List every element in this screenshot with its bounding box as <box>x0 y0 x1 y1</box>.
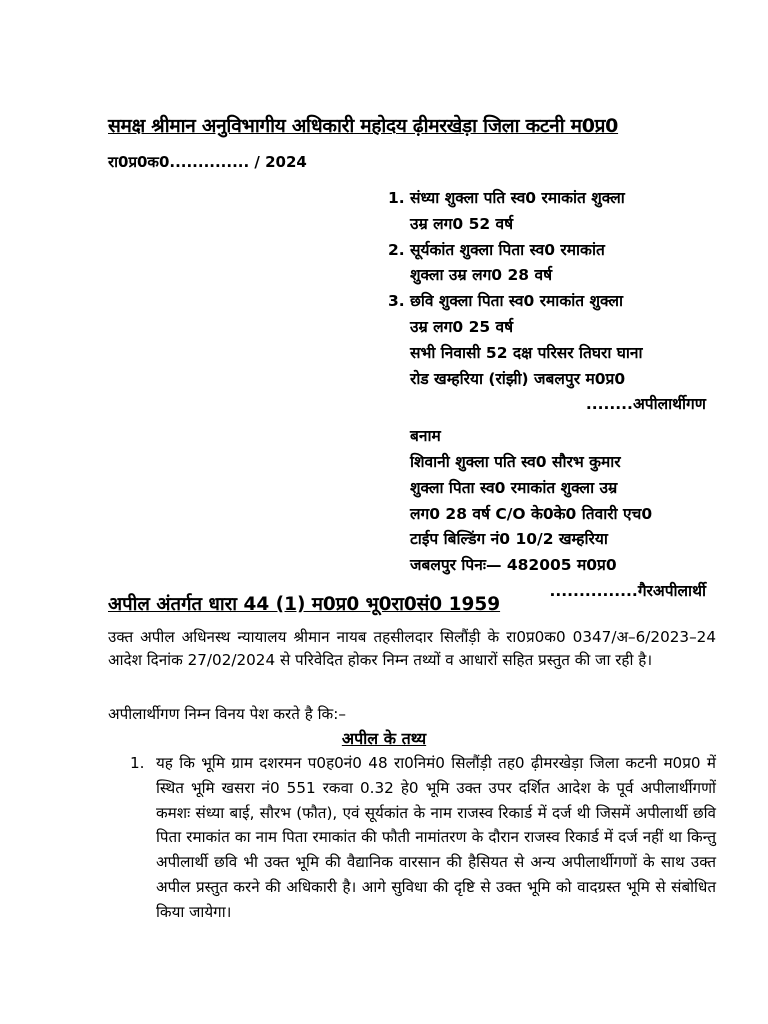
fact-text: यह कि भूमि ग्राम दशरमन प0ह0नं0 48 रा0निमं0 सिलौंड़ी तह0 ढ़ीमरखेड़ा जिला कटनी म0प्र0 में स्थित भूमि खसरा नं0 551 रकवा 0.32 हे0 भूमि उक्त उपर दर्शित आदेश के पूर्व अपीलार्थीगणों कमशः संध्या बाई, सौरभ (फौत), एवं सूर्यकांत के नाम राजस्व रिकार्ड में दर्ज थी जिसमें अपीलार्थी छवि पिता रमाकांत का नाम पिता रमाकांत की फौती नामांतरण के दौरान राजस्व रिकार्ड में दर्ज नहीं था किन्तु अपीलार्थी छवि भी उक्त भूमि की वैद्यानिक वारसान की हैसियत से अन्य अपीलार्थीगणों के साथ उक्त अपील प्रस्तुत करने की अधिकारी है। आगे सुविधा की दृष्टि से उक्त भूमि को वादग्रस्त भूमि से संबोधित किया जायेगा। <box>156 754 716 921</box>
address-line: रोड खम्हरिया (रांझी) जबलपुर म0प्र0 <box>410 369 626 388</box>
appellant-item <box>386 238 726 290</box>
respondent-line: शिवानी शुक्ला पति स्व0 सौरभ कुमार <box>410 452 621 471</box>
appellant-number: 3. <box>388 292 405 311</box>
versus-label: बनाम <box>410 427 441 446</box>
respondent-line: टाईप बिल्डिंग नं0 10/2 खम्हरिया <box>410 530 608 549</box>
case-number: रा0प्र0क0.............. / 2024 <box>108 153 307 171</box>
appellant-list <box>386 186 726 341</box>
parties-block <box>386 186 726 605</box>
appellant-number: 1. <box>388 189 405 207</box>
document-heading: समक्ष श्रीमान अनुविभागीय अधिकारी महोदय ढ़ीमरखेड़ा जिला कटनी म0प्र0 <box>108 115 619 137</box>
respondent-line: शुक्ला पिता स्व0 रमाकांत शुक्ला उम्र <box>410 478 618 497</box>
appellants-label: ........अपीलार्थीगण <box>585 395 706 414</box>
appellant-name-line: सूर्यकांत शुक्ला पिता स्व0 रमाकांत <box>410 240 605 259</box>
facts-title: अपील के तथ्य <box>341 729 427 748</box>
appeal-title: अपील अंतर्गत धारा 44 (1) म0प्र0 भू0रा0सं0 1959 <box>108 594 501 615</box>
appellant-number: 2. <box>388 240 405 259</box>
respondent-label: ...............गैरअपीलार्थी <box>549 581 706 600</box>
address-line: सभी निवासी 52 दक्ष परिसर तिघरा घाना <box>410 343 643 362</box>
fact-item <box>130 751 716 925</box>
appellant-item <box>386 289 726 341</box>
fact-number: 1. <box>130 754 145 772</box>
appellant-age-line: उम्र लग0 25 वर्ष <box>410 317 514 336</box>
appellant-age-line: शुक्ला उम्र लग0 28 वर्ष <box>410 266 553 285</box>
appellant-name-line: छवि शुक्ला पिता स्व0 रमाकांत शुक्ला <box>410 292 623 311</box>
appellant-item <box>386 186 726 238</box>
appellant-age-line: उम्र लग0 52 वर्ष <box>410 214 514 233</box>
appellants-address <box>386 341 726 393</box>
respondent-line: जबलपुर पिनः— 482005 म0प्र0 <box>410 556 617 575</box>
respondent-details <box>386 450 726 579</box>
submission-line: अपीलार्थीगण निम्न विनय पेश करते है कि:– <box>108 705 346 723</box>
appellant-name-line: संध्या शुक्ला पति स्व0 रमाकांत शुक्ला <box>410 189 625 207</box>
intro-paragraph: उक्त अपील अधिनस्थ न्यायालय श्रीमान नायब तहसीलदार सिलौंड़ी के रा0प्र0क0 0347/अ–6/2023–24 आदेश दिनांक 27/02/2024 से परिवेदित होकर निम्न तथ्यों व आधारों सहित प्रस्तुत की जा रही है। <box>108 628 716 669</box>
respondent-line: लग0 28 वर्ष C/O के0के0 तिवारी एच0 <box>410 504 653 523</box>
